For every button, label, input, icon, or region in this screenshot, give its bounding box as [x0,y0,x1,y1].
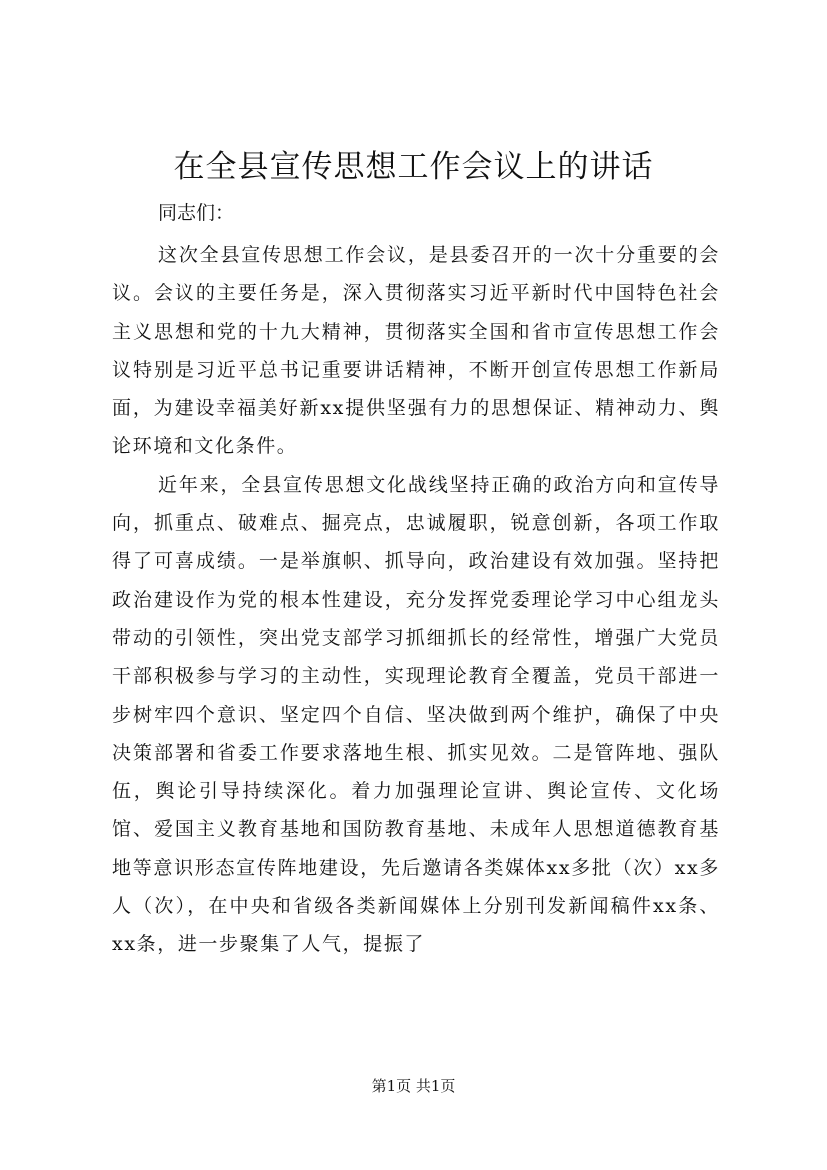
document-title: 在全县宣传思想工作会议上的讲话 [173,149,654,185]
paragraph-1: 这次全县宣传思想工作会议，是县委召开的一次十分重要的会议。会议的主要任务是，深入贯彻落实习近平新时代中国特色社会主义思想和党的十九大精神，贯彻落实全国和省市宣传思想工作会议特别是习近平总书记重要讲话精神，不断开创宣传思想工作新局面，为建设幸福美好新xx提供坚强有力的思想保证、精神动力、舆论环境和文化条件。 [112,244,720,458]
document-body [112,196,720,964]
paragraph-2: 近年来，全县宣传思想文化战线坚持正确的政治方向和宣传导向，抓重点、破难点、掘亮点，忠诚履职，锐意创新，各项工作取得了可喜成绩。一是举旗帜、抓导向，政治建设有效加强。坚持把政治建设作为党的根本性建设，充分发挥党委理论学习中心组龙头带动的引领性，突出党支部学习抓细抓长的经常性，增强广大党员干部积极参与学习的主动性，实现理论教育全覆盖，党员干部进一步树牢四个意识、坚定四个自信、坚决做到两个维护，确保了中央决策部署和省委工作要求落地生根、抓实见效。二是管阵地、强队伍，舆论引导持续深化。着力加强理论宣讲、舆论宣传、文化场馆、爱国主义教育基地和国防教育基地、未成年人思想道德教育基地等意识形态宣传阵地建设，先后邀请各类媒体xx多批（次）xx多人（次），在中央和省级各类新闻媒体上分别刊发新闻稿件xx条、xx条，进一步聚集了人气，提振了 [112,473,720,956]
page-footer: 第1页 共1页 [371,1077,456,1095]
salutation: 同志们： [158,202,235,224]
